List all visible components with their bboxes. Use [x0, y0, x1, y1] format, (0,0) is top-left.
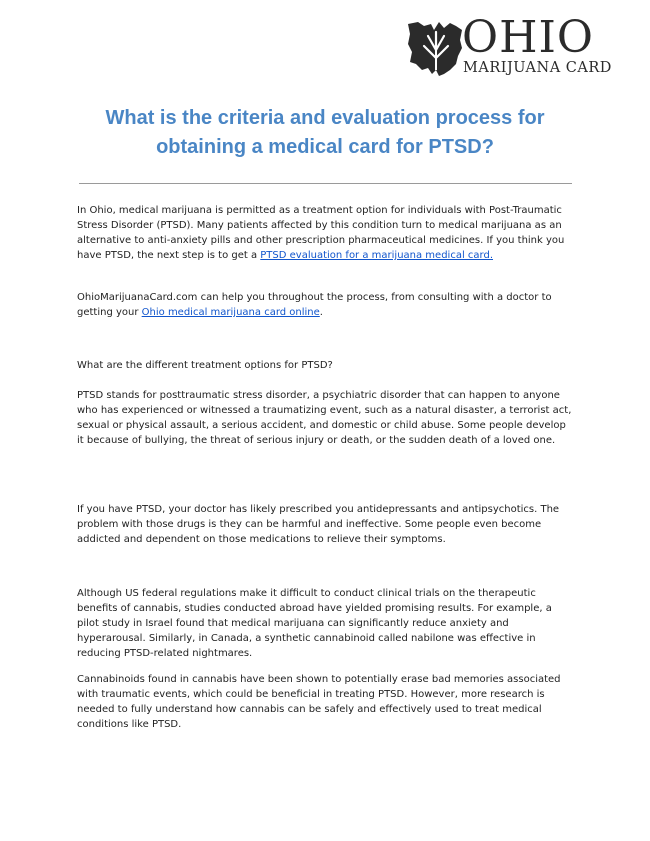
paragraph-intro-text: In Ohio, medical marijuana is permitted as a treatment option for individuals with Post-Traumatic Stress Disorder (PTSD). Many patients affected by this condition turn to medical marijuana as an alternative to anti-anxiety pills and other prescription pharmaceutical medicines. If you think you have PTSD, the next step is to get a	[77, 205, 565, 261]
logo-subtitle: MARIJUANA CARD	[463, 60, 612, 76]
logo-title: OHIO	[462, 12, 594, 63]
divider	[79, 183, 572, 184]
paragraph-service-end: .	[319, 307, 323, 318]
paragraph-service	[77, 290, 573, 320]
paragraph-service-text: OhioMarijuanaCard.com can help you throughout the process, from consulting with a doctor to getting your	[77, 292, 552, 318]
ohio-marijuana-card-logo	[406, 12, 622, 80]
paragraph-medications: If you have PTSD, your doctor has likely prescribed you antidepressants and antipsychotics. The problem with those drugs is they can be harmful and ineffective. Some people even become addicted and dependent on those medications to relieve their symptoms.	[77, 504, 560, 545]
paragraph-intro	[77, 203, 573, 263]
paragraph-cannabinoids: Cannabinoids found in cannabis have been shown to potentially erase bad memories associated with traumatic events, which could be beneficial in treating PTSD. However, more research is needed to fully understand how cannabis can be safely and effectively used to treat medical conditions like PTSD.	[77, 674, 561, 730]
paragraph-studies: Although US federal regulations make it difficult to conduct clinical trials on the therapeutic benefits of cannabis, studies conducted abroad have yielded promising results. For example, a pilot study in Israel found that medical marijuana can significantly reduce anxiety and hyperarousal. Similarly, in Canada, a synthetic cannabinoid called nabilone was effective in reducing PTSD-related nightmares.	[77, 588, 552, 659]
section-subheading: What are the different treatment options for PTSD?	[77, 360, 333, 371]
ohio-card-online-link[interactable]: Ohio medical marijuana card online	[141, 307, 320, 318]
page-title: What is the criteria and evaluation process for obtaining a medical card for PTSD?	[105, 107, 545, 158]
paragraph-ptsd-definition: PTSD stands for posttraumatic stress disorder, a psychiatric disorder that can happen to anyone who has experienced or witnessed a traumatizing event, such as a natural disaster, a terrorist act, sexual or physical assault, a serious accident, and domestic or child abuse. Some people develop it because of bullying, the threat of serious injury or death, or the sudden death of a loved one.	[77, 390, 572, 446]
ptsd-evaluation-link[interactable]: PTSD evaluation for a marijuana medical card.	[260, 250, 493, 261]
ohio-state-leaf-icon	[406, 18, 464, 78]
